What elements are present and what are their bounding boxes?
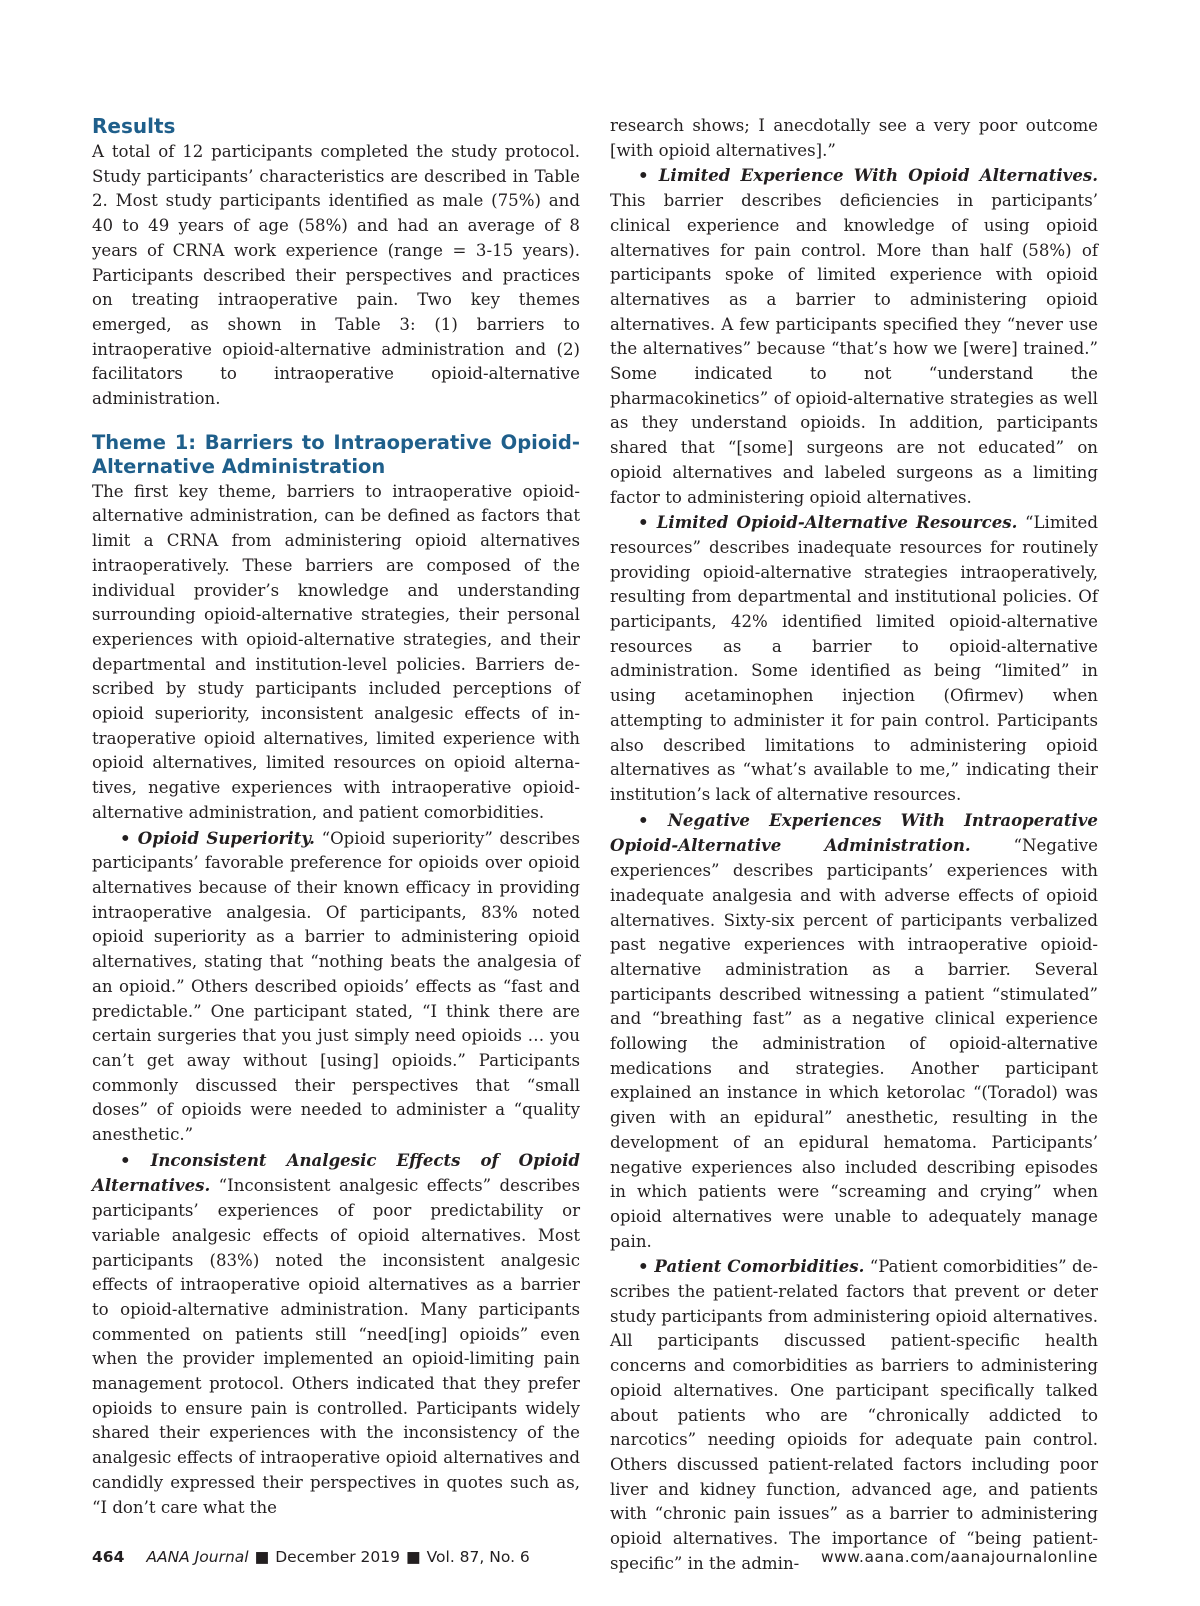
journal-url[interactable]: www.aana.com/aanajournalonline — [820, 1548, 1098, 1566]
limited-experience-text: This barrier describes deficiencies in participants’ clinical experience and knowledge of using opioid alternatives for pain control. More than half (58%) of participants spoke of limited experience with opioid alternatives as a barrier to administering opioid alternatives. A few participants specified they “never use the alternatives” because “that’s how we [were] trained.” Some indicated to not “understand the pharmacokinetics” of opioid-alternative strategies as well as they understand opioids. In addition, participants shared that “[some] surgeons are not educated” on opioid alternatives and labeled surgeons as a limiting factor to administering opioid alternatives. — [610, 191, 1098, 507]
limited-resources-label: • Limited Opioid-Alternative Resources. — [638, 512, 1018, 533]
theme1-paragraph: The first key theme, barriers to intraoperative opioid-alternative administration, can be defined as factors that limit a CRNA from administering opioid alternatives intraoperatively. These barriers are composed of the individual provider’s knowledge and understanding surrounding opioid-alternative strategies, their personal experiences with opioid-alternative strategies, and their departmental and institution-level policies. Barriers described by study participants included perceptions of opioid superiority, inconsistent analgesic effects of intraoperative opioid alternatives, limited experience with opioid alternatives, limited resources on opioid alternatives, negative experiences with intraoperative opioid-alternative administration, and patient comorbidities. — [92, 481, 580, 822]
footer-citation — [92, 1548, 530, 1566]
patient-comorbidities-label: • Patient Comorbidities. — [638, 1256, 865, 1277]
separator-square: ■ — [254, 1548, 270, 1566]
separator-square: ■ — [405, 1548, 421, 1566]
inconsistent-effects-text: “Inconsistent analgesic effects” describes participants’ experiences of poor predictability or variable analgesic effects of opioid alternatives. Most participants (83%) noted the inconsistent analgesic effects of intraoperative opioid alternatives as a barrier to opioid-alternative administration. Many participants commented on patients still “need[ing] opioids” even when the provider implemented an opioid-limiting pain management protocol. Others indicated that they prefer opioids to ensure pain is controlled. Participants widely shared their experiences with the inconsistency of the analgesic effects of intraoperative opioid alternatives and candidly expressed their perspectives in quotes such as, “I don’t care what the — [92, 1176, 580, 1517]
right-column — [610, 114, 1098, 1576]
limited-resources-paragraph — [610, 510, 1098, 807]
results-paragraph: A total of 12 participants completed the study protocol. Study participants’ characteristics are described in Table 2. Most study participants identified as male (75%) and 40 to 49 years of age (58%) and had an average of 8 years of CRNA work experience (range = 3-15 years). Participants described their perspectives and practices on treating intraoperative pain. Two key themes emerged, as shown in Table 3: (1) barriers to intraoperative opioid-alternative administration and (2) facilitators to intraoperative opioid-alternative administration. — [92, 142, 580, 409]
negative-experiences-label: • Negative Experiences With Intraoperative Opioid-Alternative Administration. — [610, 809, 1098, 856]
limited-resources-text: “Limited resources” describes inadequate resources for routinely providing opioid-alternative strategies intraoperatively, resulting from departmental and institutional policies. Of participants, 42% identified limited opioid-alternative resources as a barrier to opioid-alternative administration. Some identified as being “limited” in using acetaminophen injection (Ofirmev) when attempting to administer it for pain control. Participants also described limitations to administering opioid alternatives as “what’s available to me,” indicating their institution’s lack of alternative resources. — [610, 513, 1098, 804]
theme1-heading: Theme 1: Barriers to Intraoperative Opioid-Alternative Administration — [92, 430, 580, 478]
opioid-superiority-text: “Opioid superiority” describes participants’ favorable preference for opioids over opioid alternatives because of their known efficacy in providing intraoperative analgesia. Of participants, 83% noted opioid superiority as a barrier to administering opioid alternatives, stating that “nothing beats the analgesia of an opioid.” Others described opioids’ effects as “fast and predictable.” One participant stated, “I think there are certain surgeries that you just simply need opioids … you can’t get away without [using] opioids.” Participants commonly discussed their perspectives that “small doses” of opioids were needed to administer a “quality anesthetic.” — [92, 828, 580, 1145]
inconsistent-effects-paragraph — [92, 1148, 580, 1521]
opioid-superiority-paragraph — [92, 826, 580, 1148]
opioid-superiority-label: • Opioid Superiority. — [120, 827, 315, 848]
negative-experiences-text: “Negative experiences” describes participants’ experiences with inadequate analgesia and with adverse effects of opioid alternatives. Sixty-six percent of participants verbalized past negative experiences with intraoperative opioid-alternative administration as a barrier. Several participants described witnessing a patient “stimulated” and “breathing fast” as a negative clinical experience following the administration of opioid-alternative medications and strategies. Another participant explained an instance in which ketorolac “(Toradol) was given with an epidural” anesthetic, resulting in the development of an epidural hematoma. Participants’ negative experiences also included describing episodes in which patients were “screaming and crying” when opioid alternatives were unable to adequately manage pain. — [610, 836, 1098, 1251]
continuation-paragraph: research shows; I anecdotally see a very poor outcome [with opioid alternatives].” — [610, 116, 1098, 160]
inconsistent-effects-label: • Inconsistent Analgesic Effects of Opioid Alternatives. — [92, 1149, 580, 1196]
left-column — [92, 114, 580, 1520]
page-number: 464 — [92, 1548, 125, 1566]
journal-name: AANA Journal — [146, 1548, 249, 1566]
volume-issue: Vol. 87, No. 6 — [426, 1548, 530, 1566]
limited-experience-paragraph — [610, 163, 1098, 510]
limited-experience-label: • Limited Experience With Opioid Alternatives. — [638, 165, 1098, 186]
issue-date: December 2019 — [275, 1548, 400, 1566]
patient-comorbidities-paragraph — [610, 1254, 1098, 1576]
patient-comorbidities-text: “Patient comorbidities” describes the patient-related factors that prevent or deter study participants from administering opioid alternatives. All participants discussed patient-specific health concerns and comorbidities as barriers to administering opioid alternatives. One participant specifically talked about patients who are “chronically addicted to narcotics” needing opioids for adequate pain control. Others discussed patient-related factors including poor liver and kidney function, advanced age, and patients with “chronic pain issues” as a barrier to administering opioid alternatives. The importance of “being patient-specific” in the admin- — [610, 1257, 1098, 1573]
results-heading: Results — [92, 114, 176, 138]
negative-experiences-paragraph — [610, 808, 1098, 1255]
